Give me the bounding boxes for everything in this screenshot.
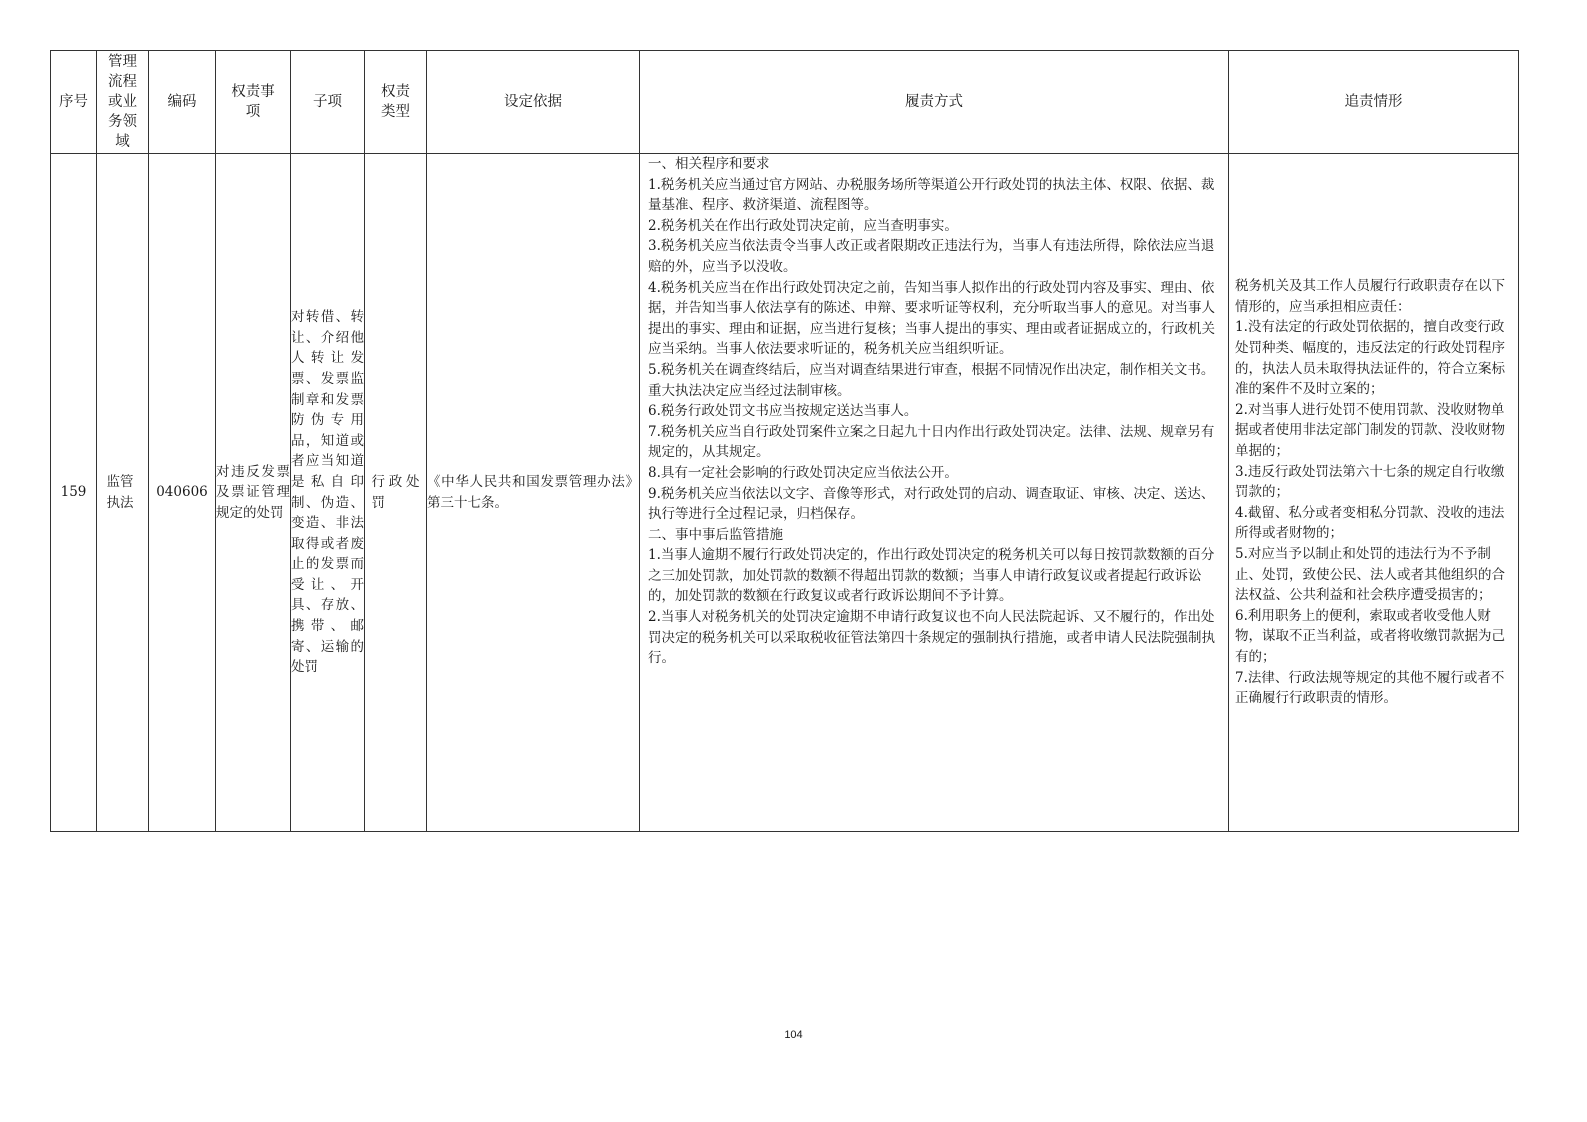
header-sub: 子项: [291, 51, 365, 154]
cell-sub-text: 对转借、转让、介绍他人转让发票、发票监制章和发票防伪专用品，知道或者应当知道是私自印制、伪造、变造、非法取得或者废止的发票而受让、开具、存放、携带、邮寄、运输的处罚: [291, 309, 364, 676]
header-type-text: 权责类型: [381, 84, 410, 120]
duty-table: [50, 50, 1519, 832]
header-item-text: 权责事项: [231, 84, 275, 120]
cell-item-text: 对违反发票及票证管理规定的处罚: [216, 463, 290, 521]
perform-line: 7.税务机关应当自行政处罚案件立案之日起九十日内作出行政处罚决定。法律、法规、规章另有规定的，从其规定。: [648, 423, 1215, 461]
header-seq: 序号: [51, 51, 97, 154]
perform-line: 8.具有一定社会影响的行政处罚决定应当依法公开。: [648, 464, 958, 481]
perform-line: 1.税务机关应当通过官方网站、办税服务场所等渠道公开行政处罚的执法主体、权限、依据、裁量基准、程序、救济渠道、流程图等。: [648, 176, 1215, 214]
blame-line: 4.截留、私分或者变相私分罚款、没收的违法所得或者财物的；: [1235, 504, 1505, 542]
cell-domain-text: 监管执法: [106, 473, 134, 511]
perform-line: 1.当事人逾期不履行行政处罚决定的，作出行政处罚决定的税务机关可以每日按罚款数额的百分之三加处罚款，加处罚款的数额不得超出罚款的数额；当事人申请行政复议或者提起行政诉讼的，加处罚款的数额在行政复议或者行政诉讼期间不予计算。: [648, 547, 1215, 605]
cell-basis-text: 《中华人民共和国发票管理办法》第三十七条。: [427, 473, 639, 511]
perform-line: 5.税务机关在调查终结后，应当对调查结果进行审查，根据不同情况作出决定，制作相关文书。重大执法决定应当经过法制审核。: [648, 361, 1215, 399]
header-domain-text: 管理流程或业务领域: [108, 54, 137, 150]
header-type: [365, 51, 427, 154]
perform-line: 4.税务机关应当在作出行政处罚决定之前，告知当事人拟作出的行政处罚内容及事实、理由、依据，并告知当事人依法享有的陈述、申辩、要求听证等权利，充分听取当事人的意见。对当事人提出的事实、理由和证据，应当进行复核；当事人提出的事实、理由或者证据成立的，行政机关应当采纳。当事人依法要求听证的，税务机关应当组织听证。: [648, 279, 1215, 358]
cell-domain: [97, 154, 149, 832]
cell-blame: [1229, 154, 1519, 832]
header-blame: 追责情形: [1229, 51, 1519, 154]
header-code: 编码: [149, 51, 216, 154]
cell-type-text: 行政处罚: [371, 473, 420, 511]
blame-line: 7.法律、行政法规等规定的其他不履行或者不正确履行行政职责的情形。: [1235, 669, 1505, 707]
header-basis: 设定依据: [427, 51, 640, 154]
table-row: [51, 154, 1519, 832]
perform-line: 二、事中事后监管措施: [648, 526, 783, 543]
header-row: [51, 51, 1519, 154]
cell-code: 040606: [149, 154, 216, 832]
blame-line: 3.违反行政处罚法第六十七条的规定自行收缴罚款的；: [1235, 463, 1505, 501]
header-perform: 履责方式: [640, 51, 1229, 154]
blame-list: [1235, 276, 1512, 708]
blame-line: 1.没有法定的行政处罚依据的，擅自改变行政处罚种类、幅度的，违反法定的行政处罚程序的，执法人员未取得执法证件的，符合立案标准的案件不及时立案的；: [1235, 319, 1505, 398]
perform-list: [648, 154, 1220, 669]
cell-perform: [640, 154, 1229, 832]
cell-type: [365, 154, 427, 832]
header-domain: [97, 51, 149, 154]
cell-sub: [291, 154, 365, 832]
blame-line: 税务机关及其工作人员履行行政职责存在以下情形的，应当承担相应责任：: [1235, 278, 1505, 315]
perform-line: 6.税务行政处罚文书应当按规定送达当事人。: [648, 403, 918, 420]
perform-line: 2.税务机关在作出行政处罚决定前，应当查明事实。: [648, 217, 958, 234]
cell-basis: [427, 154, 640, 832]
perform-line: 9.税务机关应当依法以文字、音像等形式，对行政处罚的启动、调查取证、审核、决定、送达、执行等进行全过程记录，归档保存。: [648, 485, 1215, 523]
header-item: [216, 51, 291, 154]
blame-line: 5.对应当予以制止和处罚的违法行为不予制止、处罚，致使公民、法人或者其他组织的合法权益、公共利益和社会秩序遭受损害的；: [1235, 545, 1505, 604]
perform-line: 2.当事人对税务机关的处罚决定逾期不申请行政复议也不向人民法院起诉、又不履行的，作出处罚决定的税务机关可以采取税收征管法第四十条规定的强制执行措施，或者申请人民法院强制执行。: [648, 609, 1215, 667]
cell-item: [216, 154, 291, 832]
page-number: 104: [784, 1029, 803, 1041]
perform-line: 3.税务机关应当依法责令当事人改正或者限期改正违法行为，当事人有违法所得，除依法应当退赔的外，应当予以没收。: [648, 238, 1215, 275]
blame-line: 6.利用职务上的便利，索取或者收受他人财物，谋取不正当利益，或者将收缴罚款据为己有的；: [1235, 607, 1505, 665]
cell-seq: 159: [51, 154, 97, 832]
blame-line: 2.对当事人进行处罚不使用罚款、没收财物单据或者使用非法定部门制发的罚款、没收财物单据的；: [1235, 401, 1505, 460]
perform-line: 一、相关程序和要求: [648, 156, 770, 172]
